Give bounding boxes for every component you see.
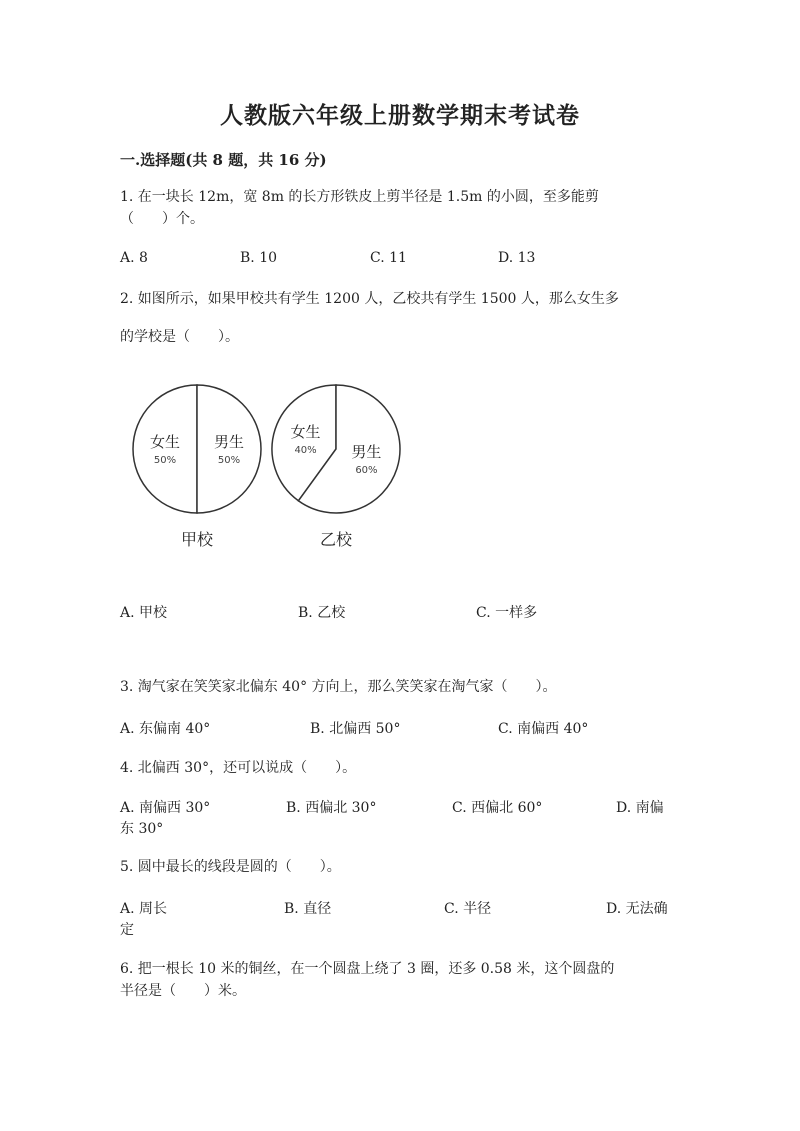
- question-1-option-c: C. 11: [370, 250, 407, 266]
- question-3-option-c: C. 南偏西 40°: [498, 721, 589, 737]
- pie-slice-percent: 50%: [153, 455, 177, 466]
- question-1-option-a: A. 8: [120, 250, 148, 266]
- question-3-option-a: A. 东偏南 40°: [120, 721, 211, 737]
- question-2-option-a: A. 甲校: [120, 605, 168, 621]
- question-2-text-cont: 的学校是（ ）。: [120, 329, 239, 345]
- pie-slice-label: 女生: [290, 423, 321, 442]
- question-3-text: 3. 淘气家在笑笑家北偏东 40° 方向上，那么笑笑家在淘气家（ ）。: [120, 679, 557, 695]
- pie-slice-percent: 60%: [355, 464, 378, 476]
- pie-slice-label: 女生: [149, 433, 181, 451]
- question-3-option-b: B. 北偏西 50°: [310, 721, 401, 737]
- question-5-text: 5. 圆中最长的线段是圆的（ ）。: [120, 859, 341, 875]
- section-heading: 一.选择题(共 8 题，共 16 分): [120, 151, 327, 169]
- question-1-option-d: D. 13: [498, 250, 536, 266]
- question-1-text: 1. 在一块长 12m，宽 8m 的长方形铁皮上剪半径是 1.5m 的小圆，至多能剪: [120, 189, 599, 205]
- page-title: 人教版六年级上册数学期末考试卷: [220, 102, 580, 129]
- pie-slice-percent: 50%: [217, 455, 241, 466]
- question-4-option-b: B. 西偏北 30°: [286, 800, 377, 816]
- question-4-option-d-wrap: 东 30°: [120, 821, 164, 837]
- question-4-text: 4. 北偏西 30°，还可以说成（ ）。: [120, 760, 357, 776]
- question-4-option-c: C. 西偏北 60°: [452, 800, 543, 816]
- pie-chart-title: 甲校: [180, 530, 214, 549]
- question-5-option-c: C. 半径: [444, 901, 492, 917]
- question-4-option-a: A. 南偏西 30°: [120, 800, 211, 816]
- question-1-text-cont: （ ）个。: [120, 211, 204, 227]
- question-4-option-d: D. 南偏: [616, 800, 664, 816]
- question-2-text: 2. 如图所示，如果甲校共有学生 1200 人，乙校共有学生 1500 人，那么女生多: [120, 291, 619, 307]
- question-6-text: 6. 把一根长 10 米的铜丝，在一个圆盘上绕了 3 圈，还多 0.58 米，这个圆盘的: [120, 961, 615, 977]
- pie-slice-percent: 40%: [294, 445, 317, 457]
- question-1-option-b: B. 10: [240, 250, 278, 266]
- question-2-option-b: B. 乙校: [298, 605, 346, 621]
- pie-slice-label: 男生: [351, 442, 382, 461]
- question-2-option-c: C. 一样多: [476, 605, 538, 621]
- question-5-option-b: B. 直径: [284, 901, 332, 917]
- pie-slice-label: 男生: [213, 433, 245, 451]
- question-5-option-a: A. 周长: [120, 901, 168, 917]
- question-6-text-cont: 半径是（ ）米。: [120, 983, 246, 999]
- question-5-option-d-wrap: 定: [120, 922, 134, 938]
- question-5-option-d: D. 无法确: [606, 901, 668, 917]
- pie-chart-title: 乙校: [319, 530, 353, 549]
